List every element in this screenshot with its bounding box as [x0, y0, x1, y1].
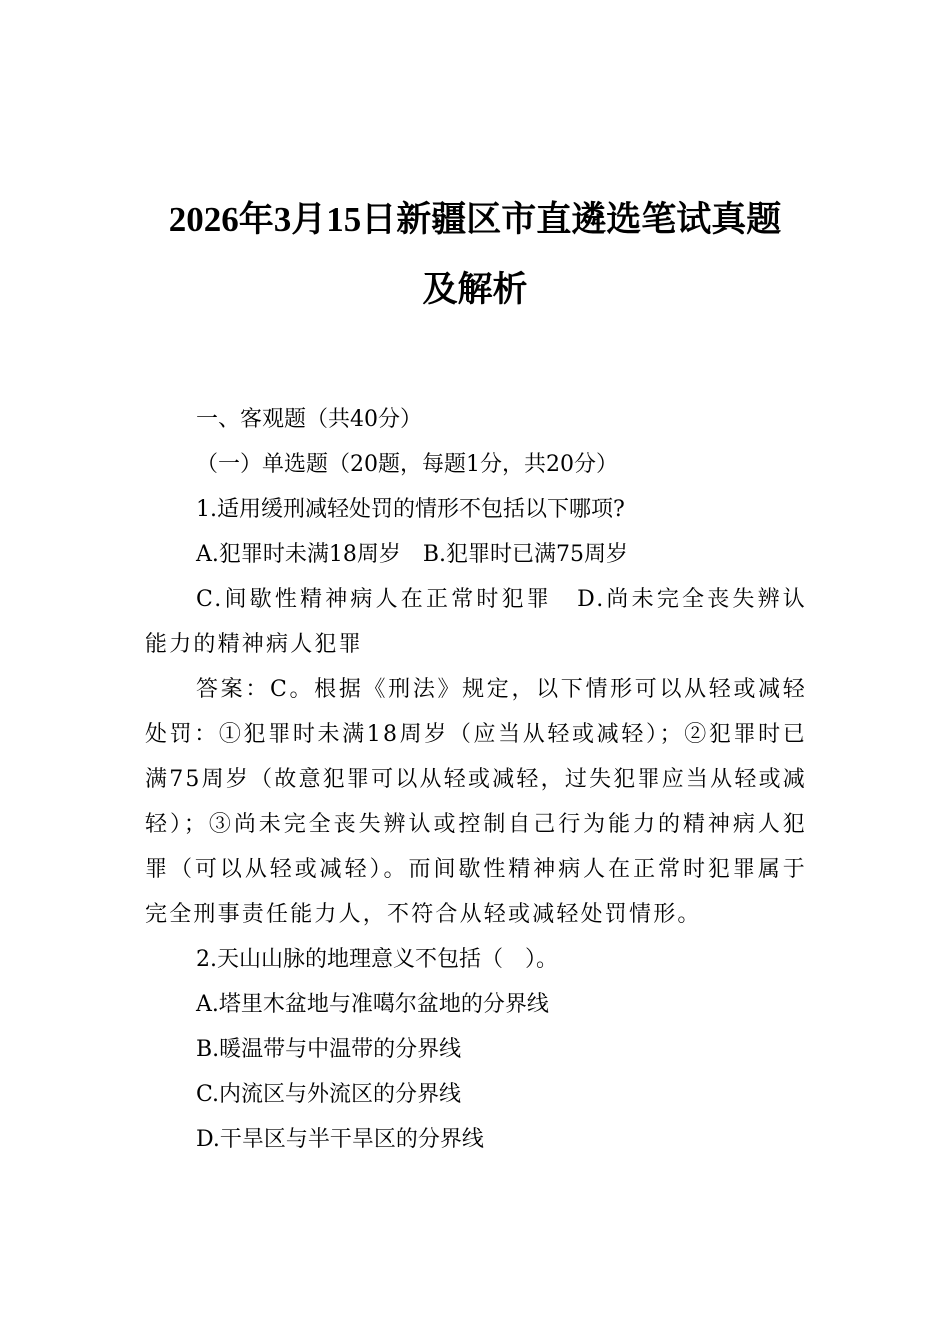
document-title-line-2: 及解析 [422, 270, 528, 309]
question-1-answer: 答案：C。根据《刑法》规定，以下情形可以从轻或减轻处罚：①犯罪时未满18周岁（应当从轻或减轻）；②犯罪时已满75周岁（故意犯罪可以从轻或减轻，过失犯罪应当从轻或减轻）；③尚未完全丧失辨认或控制自己行为能力的精神病人犯罪（可以从轻或减轻）。而间歇性精神病人在正常时犯罪属于完全刑事责任能力人，不符合从轻或减轻处罚情形。 [145, 677, 807, 927]
question-1-stem: 1.适用缓刑减轻处罚的情形不包括以下哪项? [196, 497, 625, 522]
question-2-stem: 2.天山山脉的地理意义不包括（ ）。 [196, 947, 558, 972]
question-1-options-cd: C.间歇性精神病人在正常时犯罪 D.尚未完全丧失辨认能力的精神病人犯罪 [145, 587, 807, 657]
subsection-heading: （一）单选题（20题，每题1分，共20分） [196, 452, 618, 477]
document-title-line-1: 2026年3月15日新疆区市直遴选笔试真题 [168, 200, 782, 239]
question-2-option-d: D.干旱区与半干旱区的分界线 [196, 1127, 484, 1152]
question-2-option-c: C.内流区与外流区的分界线 [196, 1082, 462, 1107]
question-2-option-a: A.塔里木盆地与准噶尔盆地的分界线 [196, 992, 549, 1017]
question-2-option-b: B.暖温带与中温带的分界线 [196, 1037, 462, 1062]
section-heading: 一、客观题（共40分） [196, 407, 422, 432]
document-body [145, 397, 807, 1162]
question-1-options-ab: A.犯罪时未满18周岁 B.犯罪时已满75周岁 [196, 542, 629, 567]
